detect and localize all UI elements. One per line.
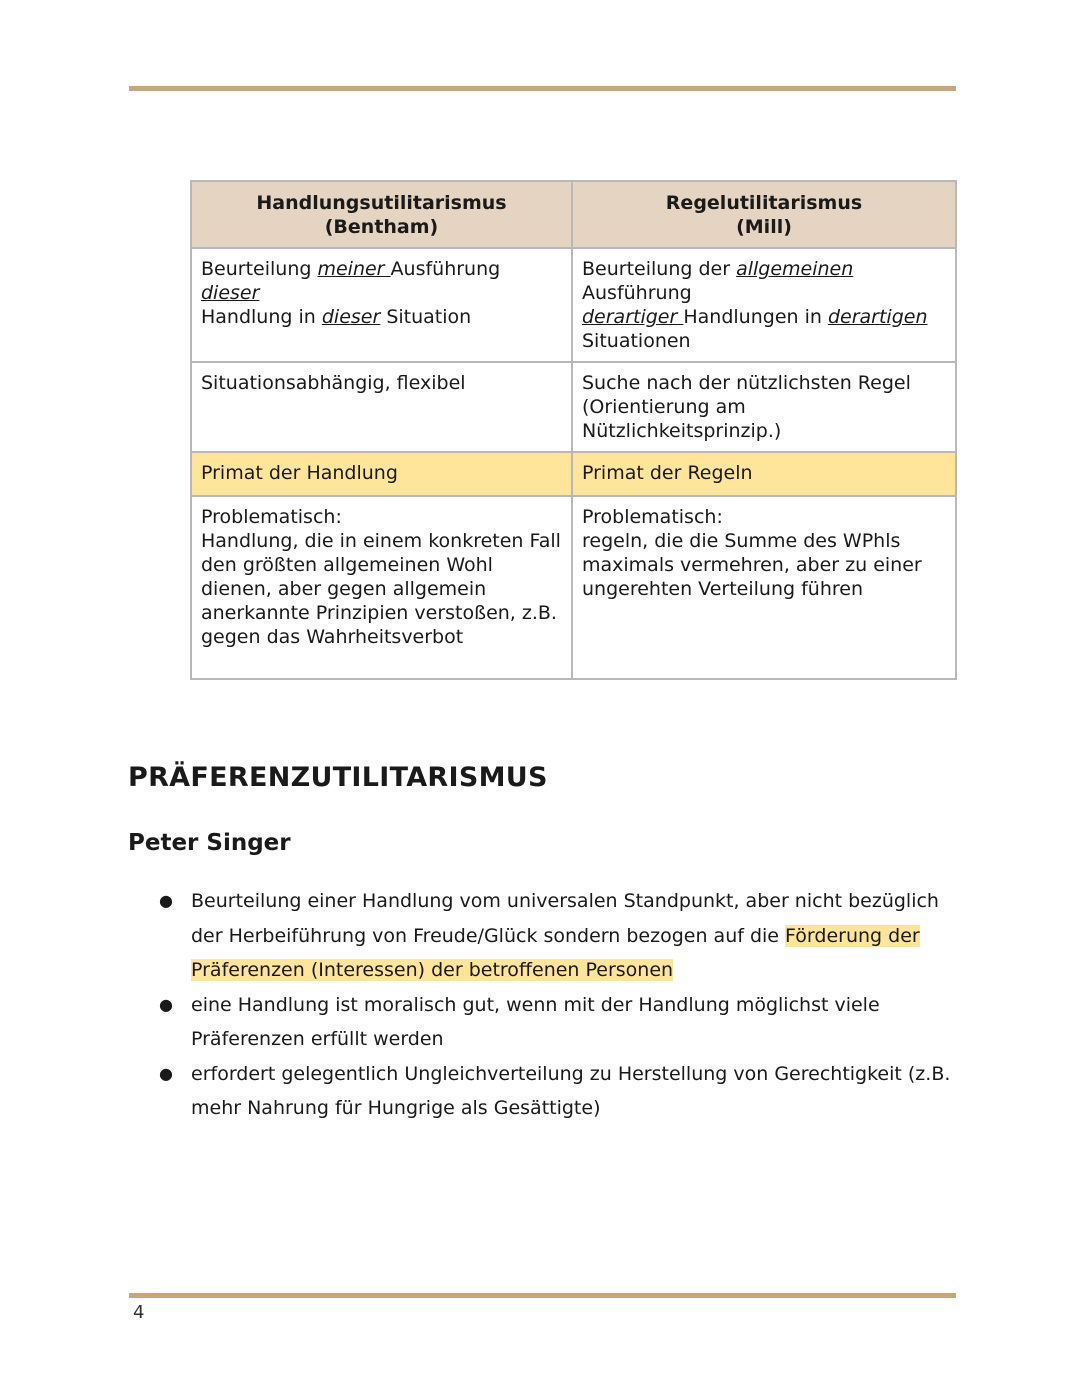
header-regelutilitarismus	[572, 181, 956, 248]
top-rule	[129, 86, 956, 91]
subsection-title: Peter Singer	[128, 830, 291, 856]
list-item: ● Beurteilung einer Handlung vom universalen Standpunkt, aber nicht bezüglich der Herbeiführung von Freude/Glück sondern bezogen auf die Förderung der Präferenzen (Interessen) der betroffenen Personen	[154, 884, 954, 988]
highlighted-text: Förderung der Präferenzen (Interessen) der betroffenen Personen	[191, 924, 920, 981]
bullet-list	[154, 884, 954, 1126]
table-cell: Beurteilung meiner Ausführung dieser Handlung in dieser Situation	[191, 248, 572, 362]
bullet-icon: ●	[159, 1063, 173, 1083]
table-cell: Primat der Regeln	[572, 452, 956, 496]
list-item: ● erfordert gelegentlich Ungleichverteilung zu Herstellung von Gerechtigkeit (z.B. mehr Nahrung für Hungrige als Gesättigte)	[154, 1057, 954, 1126]
table-cell: Primat der Handlung	[191, 452, 572, 496]
comparison-table	[190, 180, 957, 680]
table-row	[191, 362, 956, 452]
section-title: PRÄFERENZUTILITARISMUS	[128, 762, 548, 793]
table-row-highlighted	[191, 452, 956, 496]
table-cell: Suche nach der nützlichsten Regel (Orientierung am Nützlichkeitsprinzip.)	[572, 362, 956, 452]
table-cell: Situationsabhängig, flexibel	[191, 362, 572, 452]
table-row	[191, 496, 956, 679]
bullet-icon: ●	[159, 994, 173, 1014]
table-cell: Problematisch: regeln, die die Summe des WPhls maximals vermehren, aber zu einer ungerehten Verteilung führen	[572, 496, 956, 679]
header-title: Handlungsutilitarismus	[256, 191, 507, 214]
table-cell: Beurteilung der allgemeinen Ausführung derartiger Handlungen in derartigen Situationen	[572, 248, 956, 362]
header-author: (Bentham)	[324, 215, 439, 238]
page-number: 4	[133, 1302, 145, 1323]
list-item: ● eine Handlung ist moralisch gut, wenn mit der Handlung möglichst viele Präferenzen erfüllt werden	[154, 988, 954, 1057]
bottom-rule	[129, 1293, 956, 1298]
header-handlungsutilitarismus	[191, 181, 572, 248]
header-author: (Mill)	[736, 215, 792, 238]
table-cell: Problematisch: Handlung, die in einem konkreten Fall den größten allgemeinen Wohl dienen, aber gegen allgemein anerkannte Prinzipien verstoßen, z.B. gegen das Wahrheitsverbot	[191, 496, 572, 679]
bullet-icon: ●	[159, 891, 173, 910]
table-row	[191, 248, 956, 362]
header-title: Regelutilitarismus	[665, 191, 863, 214]
table-header-row	[191, 181, 956, 248]
